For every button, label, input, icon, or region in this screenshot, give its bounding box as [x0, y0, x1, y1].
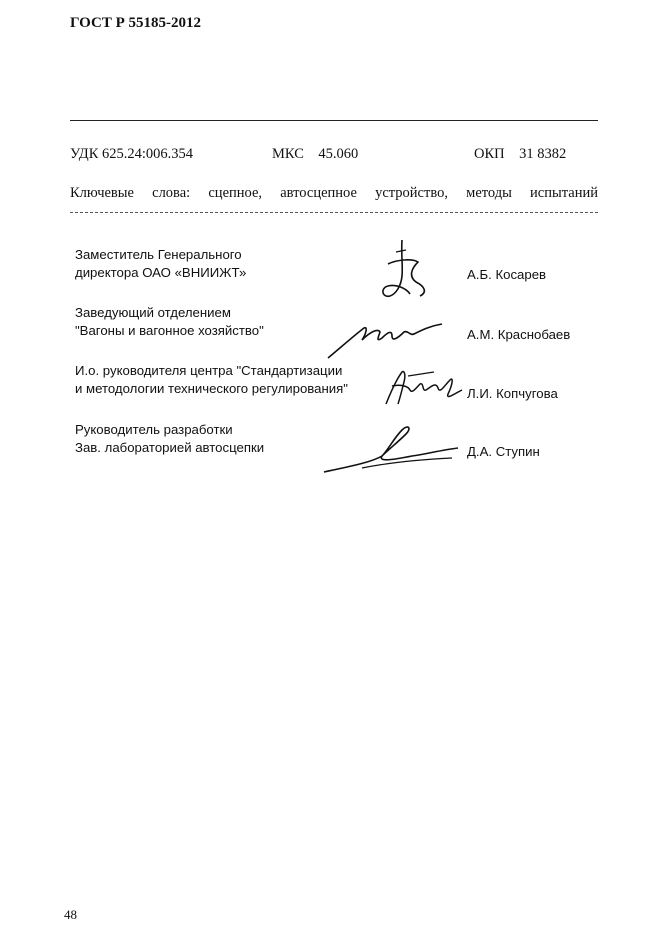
signatory-name: А.Б. Косарев: [467, 267, 547, 282]
keyword-word: автосцепное: [280, 185, 357, 201]
document-header: ГОСТ Р 55185-2012: [70, 15, 202, 31]
keyword-word: методы: [466, 185, 512, 201]
role-line: "Вагоны и вагонное хозяйство": [75, 323, 264, 338]
okp-code: ОКП 31 8382: [474, 146, 567, 162]
top-divider: [70, 120, 598, 121]
role-line: Заведующий отделением: [75, 305, 231, 320]
signatory-name: Л.И. Копчугова: [467, 386, 558, 401]
role-line: И.о. руководителя центра "Стандартизации: [75, 363, 343, 378]
keyword-word: Ключевые: [70, 185, 134, 201]
role-line: и методологии технического регулирования": [75, 381, 348, 396]
keywords-line: [70, 185, 598, 202]
signatory-role: [75, 421, 264, 457]
signature-krasnobaev: [326, 316, 446, 362]
keyword-word: сцепное,: [208, 185, 263, 201]
keywords-divider: [70, 212, 598, 213]
signatory-role: [75, 246, 246, 282]
role-line: Заместитель Генерального: [75, 247, 242, 262]
keyword-word: слова:: [152, 185, 191, 201]
udk-code: УДК 625.24:006.354: [70, 146, 194, 162]
keyword-word: испытаний: [530, 185, 598, 201]
signature-stupin: [322, 420, 462, 476]
signatory-name: Д.А. Ступин: [467, 444, 540, 459]
page-number: 48: [64, 907, 77, 922]
role-line: Зав. лабораторией автосцепки: [75, 440, 265, 455]
signature-kosarev: [372, 236, 442, 304]
role-line: Руководитель разработки: [75, 422, 233, 437]
signature-kopchugova: [380, 364, 470, 410]
role-line: директора ОАО «ВНИИЖТ»: [75, 265, 247, 280]
signatory-role: [75, 362, 348, 398]
keyword-word: устройство,: [375, 185, 448, 201]
signatory-name: А.М. Краснобаев: [467, 327, 571, 342]
signatory-role: [75, 304, 264, 340]
mks-code: МКС 45.060: [272, 146, 359, 162]
